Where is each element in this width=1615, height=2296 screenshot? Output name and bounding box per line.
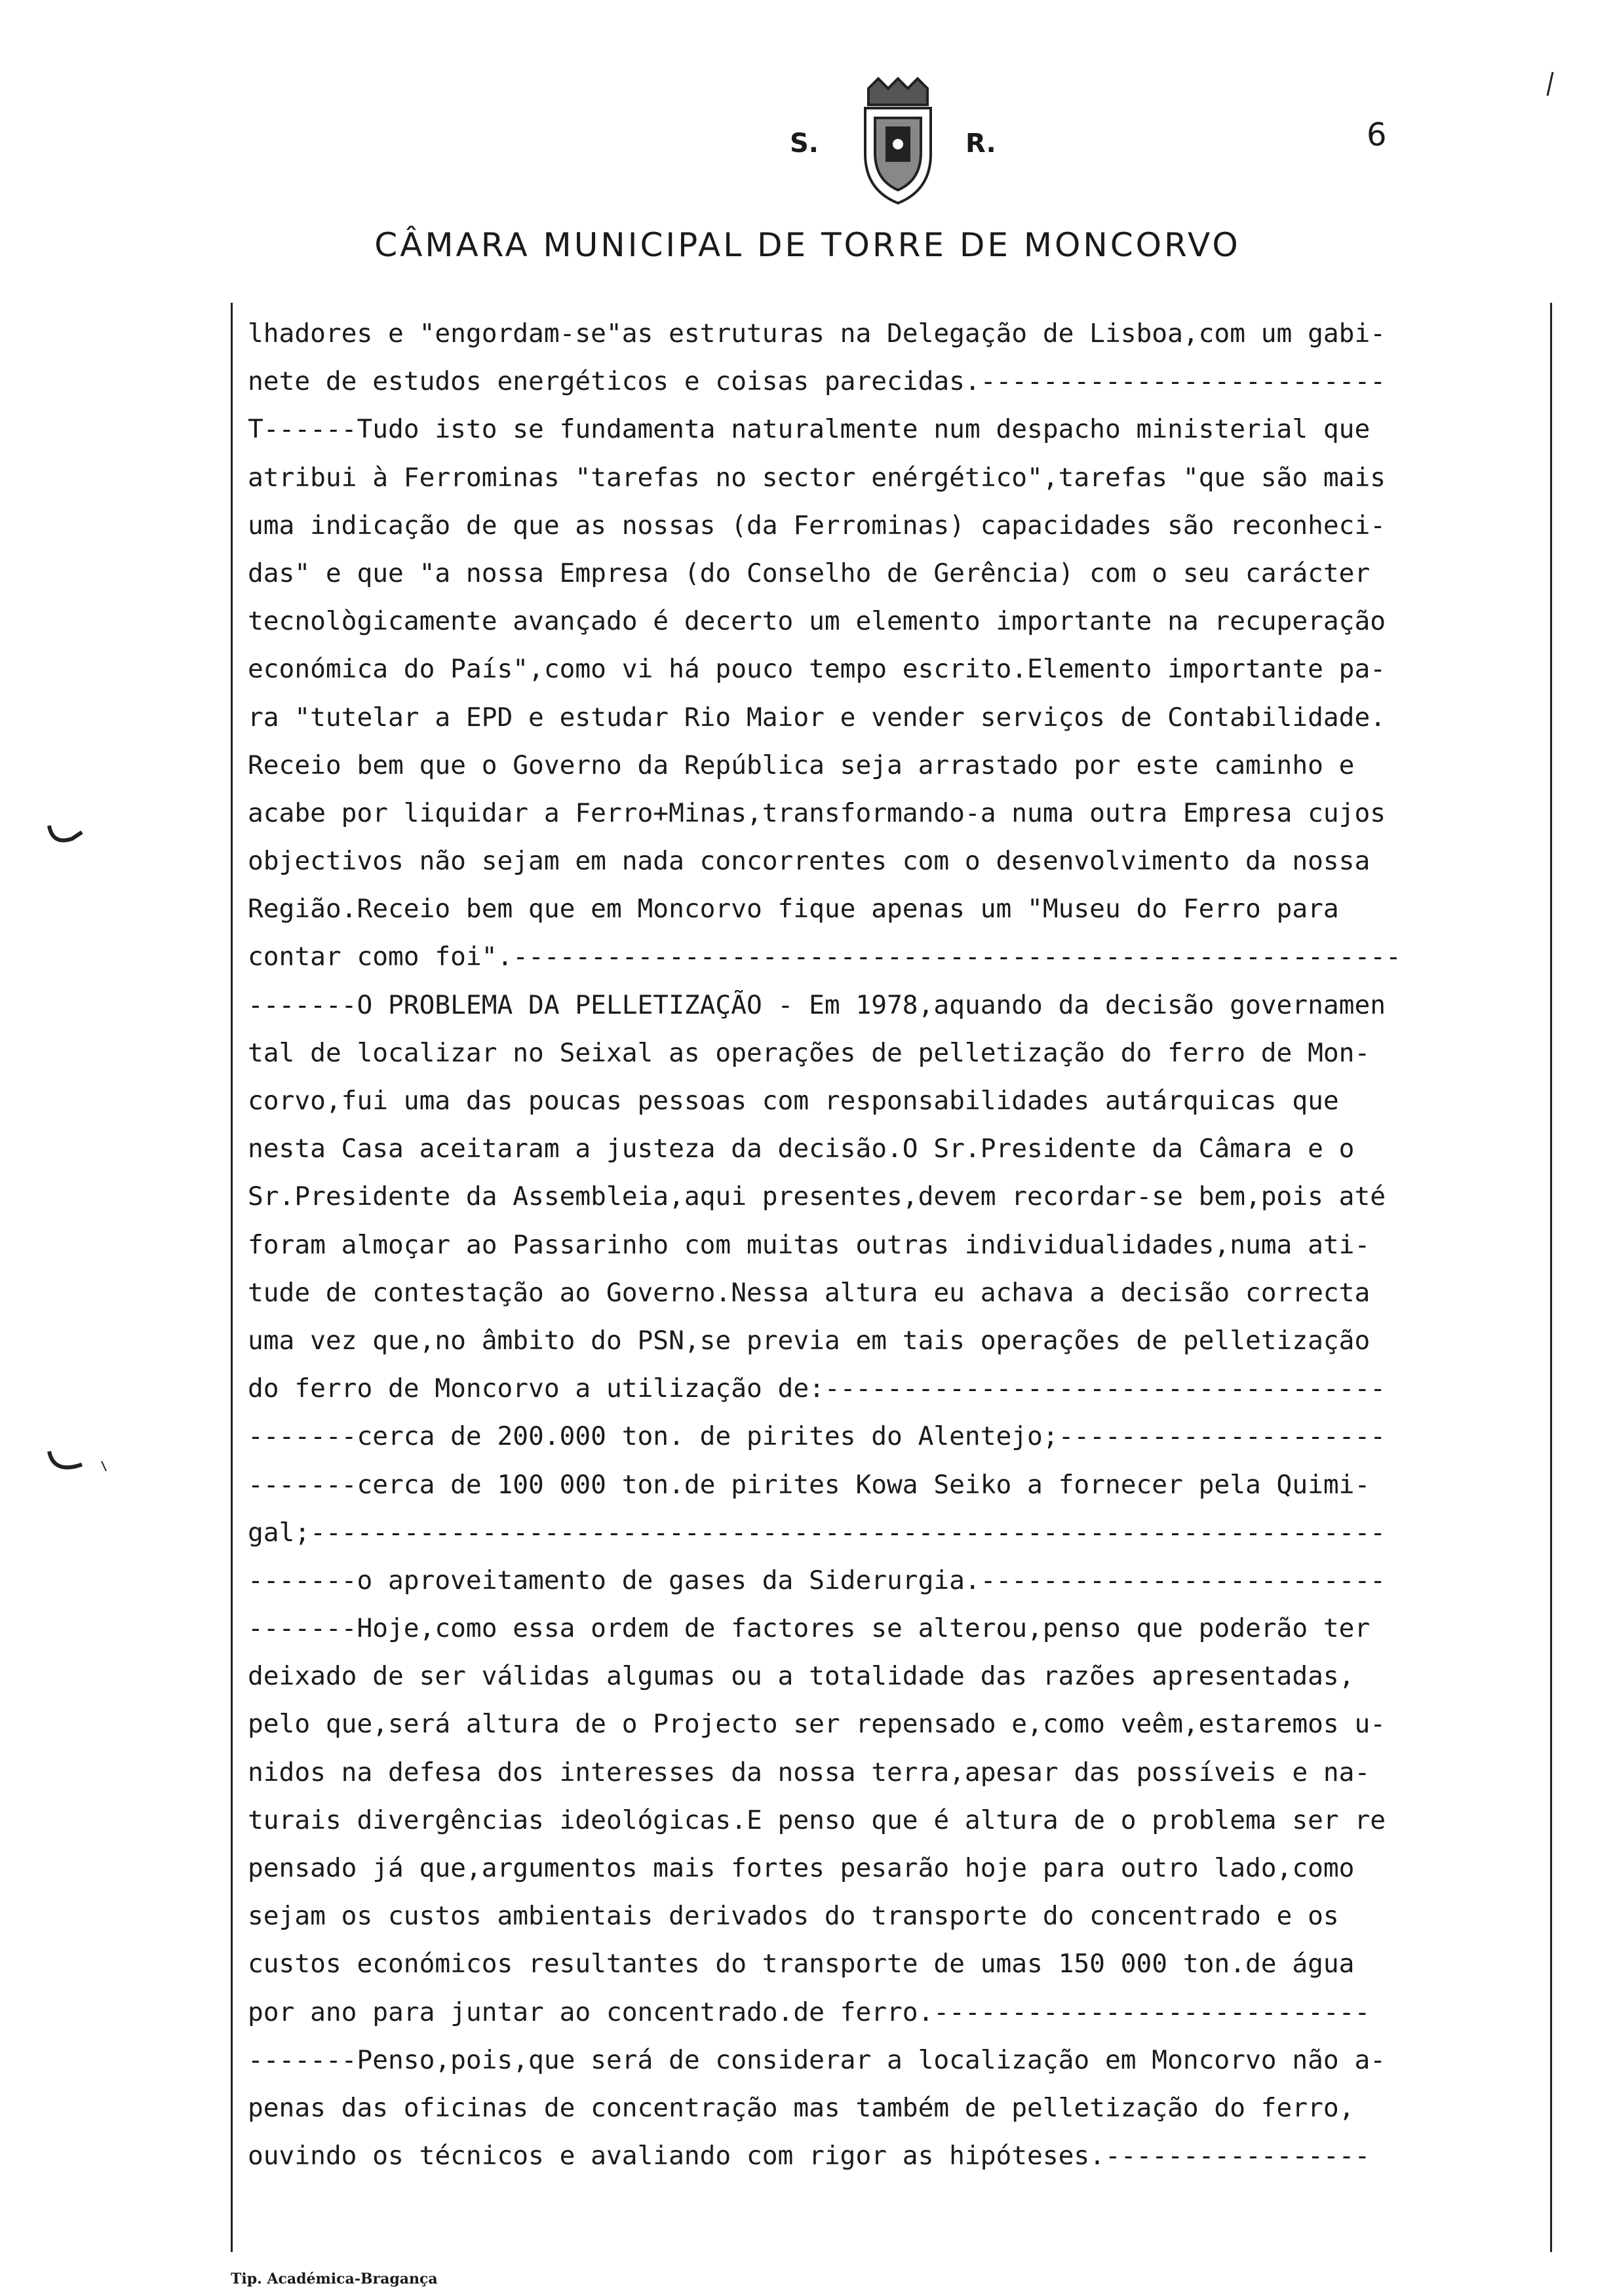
text-line: -------cerca de 200.000 ton. de pirites do Alentejo;--------------------- — [248, 1421, 1386, 1452]
text-line: custos económicos resultantes do transporte de umas 150 000 ton.de água — [248, 1949, 1355, 1980]
text-line: turais divergências ideológicas.E penso que é altura de o problema ser re — [248, 1805, 1386, 1835]
header-sr-right: R. — [965, 128, 996, 159]
text-line: Receio bem que o Governo da República seja arrastado por este caminho e — [248, 750, 1355, 780]
text-line: por ano para juntar ao concentrado.de ferro.---------------------------- — [248, 1997, 1371, 2027]
text-line: -------o aproveitamento de gases da Siderurgia.-------------------------- — [248, 1565, 1386, 1596]
text-line: -------O PROBLEMA DA PELLETIZAÇÃO - Em 1978,aquando da decisão governamen — [248, 989, 1386, 1020]
text-line: acabe por liquidar a Ferro+Minas,transformando-a numa outra Empresa cujos — [248, 797, 1386, 828]
text-line: objectivos não sejam em nada concorrentes com o desenvolvimento da nossa — [248, 846, 1371, 877]
text-line: -------cerca de 100 000 ton.de pirites Kowa Seiko a fornecer pela Quimi- — [248, 1469, 1371, 1500]
right-margin-rule — [1550, 303, 1552, 2252]
text-line: contar como foi".--------------------------------------------------------- — [248, 942, 1401, 972]
text-line: económica do País",como vi há pouco tempo escrito.Elemento importante pa- — [248, 654, 1386, 685]
text-line: foram almoçar ao Passarinho com muitas outras individualidades,numa ati- — [248, 1229, 1371, 1260]
text-line: -------Hoje,como essa ordem de factores se alterou,penso que poderão ter — [248, 1613, 1371, 1644]
text-line: nete de estudos energéticos e coisas parecidas.-------------------------- — [248, 366, 1386, 397]
text-line: sejam os custos ambientais derivados do transporte do concentrado e os — [248, 1901, 1339, 1932]
text-line: gal;--------------------------------------------------------------------- — [248, 1517, 1386, 1548]
text-line: pensado já que,argumentos mais fortes pesarão hoje para outro lado,como — [248, 1853, 1355, 1883]
municipal-crest-icon — [849, 75, 947, 206]
text-line: ra "tutelar a EPD e estudar Rio Maior e vender serviços de Contabilidade. — [248, 702, 1386, 733]
page-number: 6 — [1367, 117, 1387, 153]
text-line: tude de contestação ao Governo.Nessa altura eu achava a decisão correcta — [248, 1277, 1371, 1308]
text-line: das" e que "a nossa Empresa (do Conselho de Gerência) com o seu carácter — [248, 558, 1371, 588]
text-line: pelo que,será altura de o Projecto ser repensado e,como veêm,estaremos u- — [248, 1709, 1386, 1740]
text-line: do ferro de Moncorvo a utilização de:------------------------------------ — [248, 1373, 1386, 1404]
text-line: Região.Receio bem que em Moncorvo fique apenas um "Museu do Ferro para — [248, 894, 1339, 925]
text-line: nesta Casa aceitaram a justeza da decisão.O Sr.Presidente da Câmara e o — [248, 1134, 1355, 1164]
margin-mark-icon — [1544, 71, 1557, 97]
left-margin-rule — [231, 303, 233, 2252]
text-line: T------Tudo isto se fundamenta naturalmente num despacho ministerial que — [248, 414, 1371, 445]
text-line: -------Penso,pois,que será de considerar a localização em Moncorvo não a- — [248, 2044, 1386, 2075]
margin-mark-icon — [46, 1448, 111, 1481]
page-title: CÂMARA MUNICIPAL DE TORRE DE MONCORVO — [374, 226, 1241, 264]
text-line: lhadores e "engordam-se"as estruturas na Delegação de Lisboa,com um gabi- — [248, 318, 1386, 349]
text-line: deixado de ser válidas algumas ou a totalidade das razões apresentadas, — [248, 1661, 1355, 1692]
text-line: Sr.Presidente da Assembleia,aqui presentes,devem recordar-se bem,pois até — [248, 1181, 1386, 1212]
text-line: penas das oficinas de concentração mas também de pelletização do ferro, — [248, 2092, 1355, 2123]
text-line: tal de localizar no Seixal as operações de pelletização do ferro de Mon- — [248, 1037, 1371, 1068]
text-line: atribui à Ferrominas "tarefas no sector enérgético",tarefas "que são mais — [248, 462, 1386, 493]
text-line: ouvindo os técnicos e avaliando com rigor as hipóteses.----------------- — [248, 2141, 1371, 2172]
document-body — [248, 318, 1549, 2189]
text-line: uma vez que,no âmbito do PSN,se previa em tais operações de pelletização — [248, 1325, 1371, 1356]
printer-footer: Tip. Académica-Bragança — [231, 2270, 438, 2287]
header-sr-left: S. — [790, 128, 819, 159]
margin-mark-icon — [46, 822, 85, 849]
text-line: tecnològicamente avançado é decerto um elemento importante na recuperação — [248, 606, 1386, 637]
text-line: nidos na defesa dos interesses da nossa terra,apesar das possíveis e na- — [248, 1757, 1371, 1788]
text-line: corvo,fui uma das poucas pessoas com responsabilidades autárquicas que — [248, 1086, 1339, 1116]
text-line: uma indicação de que as nossas (da Ferrominas) capacidades são reconheci- — [248, 510, 1386, 541]
